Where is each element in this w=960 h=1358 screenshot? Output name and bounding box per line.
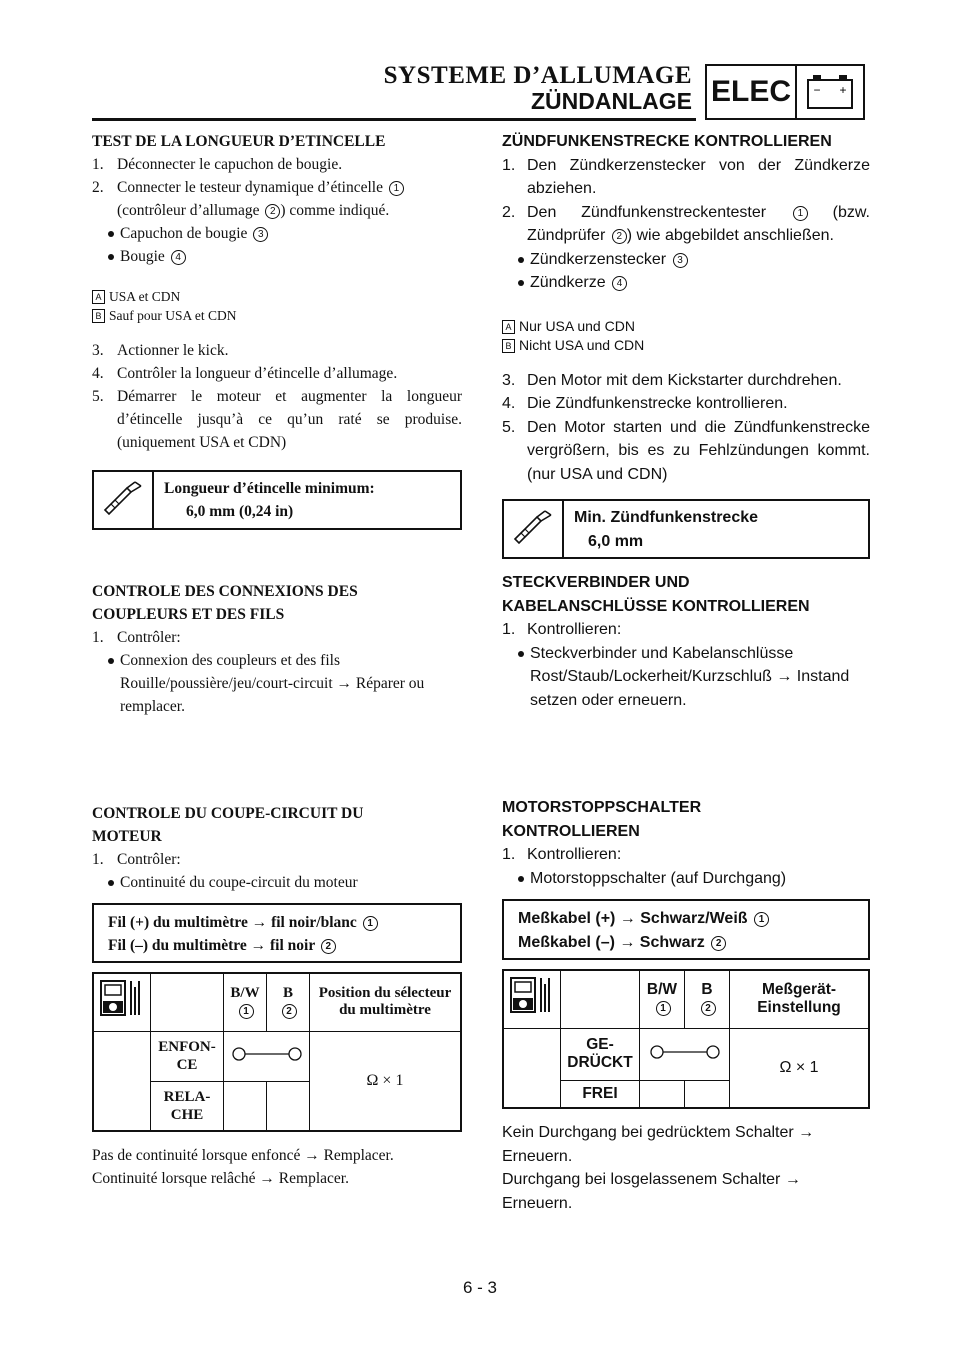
section-heading: CONTROLE DU COUPE-CIRCUIT DU: [92, 805, 364, 822]
bullet-detail: Rouille/poussière/jeu/court-circuit → Réparer ou remplacer.: [120, 675, 425, 715]
caliper-icon: [504, 501, 564, 557]
section-heading: CONTROLE DES CONNEXIONS DES: [92, 583, 358, 600]
step: 1. Contrôler:: [92, 851, 181, 868]
step: 5. Den Motor starten und die Zündfunkenstrecke vergrößern, bis es zu Fehlzündungen kommt. (nur USA und CDN): [502, 418, 870, 483]
bullet-item: Motorstoppschalter (auf Durchgang): [502, 867, 870, 891]
section-heading: ZÜNDFUNKENSTRECKE KONTROLLIEREN: [502, 133, 832, 150]
section-heading: KABELANSCHLÜSSE KONTROLLIEREN: [502, 597, 810, 615]
bullet-item: Continuité du coupe-circuit du moteur: [92, 871, 462, 894]
continuity-table: B/W 1 B 2 Meßgerät-Einstellung GE- DRÜCKT Ω × 1 FREI: [502, 969, 870, 1109]
step: 1. Contrôler:: [92, 629, 181, 646]
step: 3. Actionner le kick.: [92, 342, 229, 359]
step: 3. Den Motor mit dem Kickstarter durchdrehen.: [502, 371, 842, 389]
result-text: Durchgang bei losgelassenem Schalter → Erneuern.: [502, 1171, 801, 1212]
step: 2. Connecter le testeur dynamique d’étincelle 1 (contrôleur d’allumage 2 ) comme indiqué.: [92, 176, 462, 222]
section-heading: KONTROLLIEREN: [502, 822, 640, 840]
continuity-table: B/W 1 B 2 Position du sélecteur du multimètre ENFON- CE Ω × 1 RELA- CHE: [92, 972, 462, 1132]
notes: A Nur USA und CDN B Nicht USA und CDN: [502, 317, 870, 355]
step: 1. Kontrollieren:: [502, 846, 622, 863]
section-label: ELEC: [707, 66, 797, 118]
bullet-item: Steckverbinder und Kabelanschlüsse: [502, 642, 870, 666]
step: 4. Contrôler la longueur d’étincelle d’allumage.: [92, 365, 398, 382]
multimeter-icon: [93, 973, 151, 1031]
step: 4. Die Zündfunkenstrecke kontrollieren.: [502, 395, 788, 412]
lead-box: Fil (+) du multimètre → fil noir/blanc 1 Fil (–) du multimètre → fil noir 2: [92, 903, 462, 963]
step: 2. Den Zündfunkenstreckentester 1 (bzw. Zündprüfer 2 ) wie abgebildet anschließen.: [502, 203, 870, 244]
header-title-de: ZÜNDANLAGE: [531, 88, 692, 114]
section-heading: MOTEUR: [92, 828, 162, 845]
continuity-line: [224, 1031, 310, 1081]
bullet-detail: Rost/Staub/Lockerheit/Kurzschluß → Instand setzen oder erneuern.: [530, 668, 850, 709]
header-rule: [92, 118, 696, 121]
bullet-item: Zündkerze 4: [502, 271, 870, 295]
section-heading: TEST DE LA LONGUEUR D’ETINCELLE: [92, 133, 386, 150]
bullet-item: Connexion des coupleurs et des fils: [92, 649, 462, 672]
battery-icon: [797, 66, 863, 118]
battery-minus: −: [813, 83, 821, 97]
step: 5. Démarrer le moteur et augmenter la longueur d’étincelle jusqu’à ce qu’un raté se produise. (uniquement USA et CDN): [92, 388, 462, 451]
step: 1. Déconnecter le capuchon de bougie.: [92, 156, 343, 173]
lead-box: Meßkabel (+) → Schwarz/Weiß 1 Meßkabel (–) → Schwarz 2: [502, 899, 870, 960]
result-text: Kein Durchgang bei gedrücktem Schalter → Erneuern.: [502, 1124, 815, 1165]
result-text: Pas de continuité lorsque enfoncé → Remplacer.: [92, 1147, 394, 1164]
section-heading: STECKVERBINDER UND: [502, 574, 690, 591]
spec-box: Min. Zündfunkenstrecke 6,0 mm: [502, 499, 870, 559]
step: 1. Den Zündkerzenstecker von der Zündkerze abziehen.: [502, 156, 870, 197]
section-heading: COUPLEURS ET DES FILS: [92, 606, 285, 623]
column-german: [502, 130, 870, 1215]
spec-box: Longueur d’étincelle minimum: 6,0 mm (0,24 in): [92, 470, 462, 530]
battery-plus: +: [839, 83, 847, 97]
multimeter-icon: [503, 970, 561, 1028]
step: 1. Kontrollieren:: [502, 621, 622, 638]
notes: A USA et CDN B Sauf pour USA et CDN: [92, 287, 462, 325]
caliper-icon: [94, 472, 154, 528]
section-badge: [705, 64, 865, 120]
header-title-fr: SYSTEME D’ALLUMAGE: [383, 62, 692, 89]
callout-number: 2: [265, 204, 280, 219]
bullet-item: Capuchon de bougie 3: [92, 222, 462, 245]
column-french: [92, 130, 462, 1190]
section-heading: MOTORSTOPPSCHALTER: [502, 799, 702, 816]
continuity-line: [640, 1028, 730, 1080]
bullet-item: Bougie 4: [92, 245, 462, 268]
bullet-item: Zündkerzenstecker 3: [502, 248, 870, 272]
page-number: 6 - 3: [462, 1278, 498, 1297]
callout-number: 1: [389, 181, 404, 196]
result-text: Continuité lorsque relâché → Remplacer.: [92, 1170, 349, 1187]
